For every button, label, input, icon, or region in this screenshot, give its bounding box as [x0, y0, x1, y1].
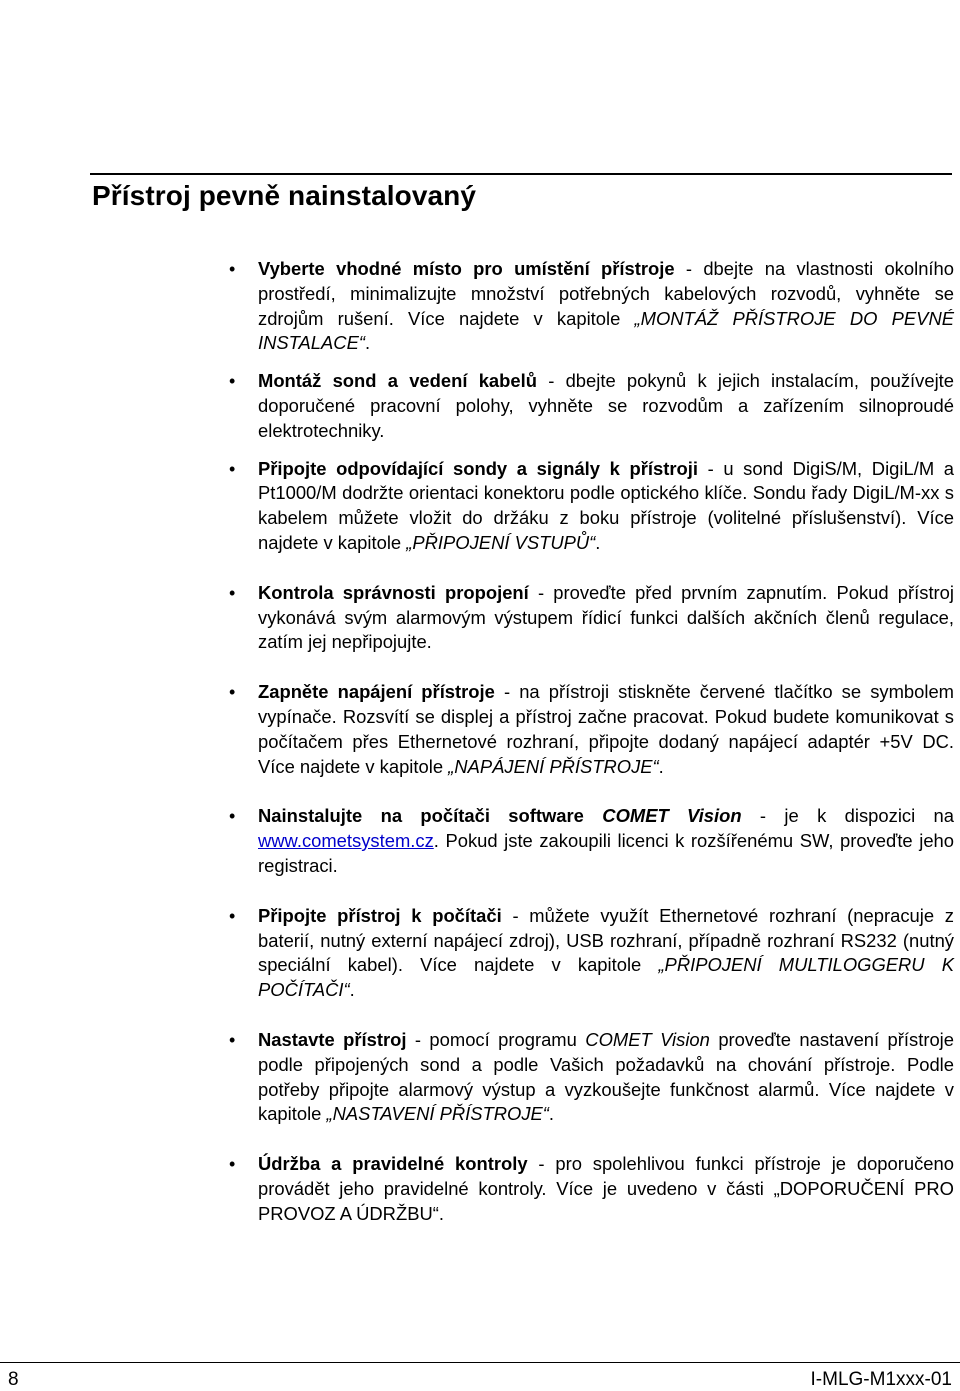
item-lead: Vyberte vhodné místo pro umístění přístroje [258, 258, 675, 279]
item-text: - na přístroji stiskněte červené tlačítko se symbolem vypínače. Rozsvítí se displej a přístroj začne pracovat. Pokud budete komunikovat s počítačem přes Ethernetové rozhraní, připojte dodaný napájecí adaptér +5V DC. Více najdete v kapitole [258, 681, 954, 777]
item-lead: Připojte odpovídající sondy a signály k přístroji [258, 457, 698, 479]
page-title: Přístroj pevně nainstalovaný [92, 180, 477, 211]
item-tail: . [548, 1103, 555, 1125]
top-rule [90, 173, 952, 175]
bullet-icon: • [229, 1154, 236, 1175]
item-text-2: proveďte nastavení přístroje podle připojených sond a podle Vašich požadavků na chování přístroje. Podle potřeby připojte alarmový výstup a vyzkoušejte funkčnost alarmů. Více najdete v kapitole [258, 1028, 954, 1125]
list-item [229, 369, 954, 443]
chapter-reference: „NAPÁJENÍ PŘÍSTROJE“ [448, 755, 659, 777]
bullet-icon: • [229, 458, 236, 479]
list-item [229, 257, 954, 356]
list-item [229, 1028, 954, 1127]
item-text: - je k dispozici na [741, 805, 955, 827]
chapter-reference: „NASTAVENÍ PŘÍSTROJE“ [326, 1103, 549, 1125]
page-number: 8 [8, 1369, 19, 1390]
footer-rule [0, 1362, 960, 1363]
item-text: - pro spolehlivou funkci přístroje je doporučeno provádět jeho pravidelné kontroly. Více je uvedeno v části „DOPORUČENÍ PRO PROVOZ A ÚDRŽBU“. [258, 1153, 954, 1224]
item-lead: Nastavte přístroj [258, 1028, 407, 1050]
website-link[interactable]: www.cometsystem.cz [258, 830, 434, 852]
item-text-2: . Pokud jste zakoupili licenci k rozšířenému SW, proveďte jeho registraci. [258, 830, 954, 876]
item-tail: . [364, 332, 371, 354]
bullet-icon: • [229, 1029, 236, 1050]
item-text: - proveďte před prvním zapnutím. Pokud přístroj vykonává svým alarmovým výstupem řídicí funkci dalších akčních členů regulace, zatím jej nepřipojujte. [258, 581, 954, 653]
item-text: - dbejte na vlastnosti okolního prostředí, minimalizujte množství potřebných kabelových rozvodů, vyhněte se zdrojům rušení. Více najdete v kapitole [258, 258, 954, 329]
list-item [229, 904, 954, 1003]
bullet-icon: • [229, 682, 236, 703]
item-lead: Údržba a pravidelné kontroly [258, 1153, 528, 1175]
list-item [229, 1152, 954, 1226]
item-tail: . [349, 979, 355, 1001]
item-text: - dbejte pokynů k jejich instalacím, používejte doporučené pracovní polohy, vyhněte se rozvodům a zařízením silnoproudé elektrotechniky. [258, 370, 954, 441]
item-lead: Kontrola správnosti propojení [258, 581, 529, 603]
list-item [229, 581, 954, 655]
list-item [229, 804, 955, 878]
document-code: I-MLG-M1xxx-01 [810, 1369, 952, 1390]
bullet-icon: • [229, 371, 236, 392]
chapter-reference: „MONTÁŽ PŘÍSTROJE DO PEVNÉ INSTALACE“ [258, 307, 954, 354]
item-text: - můžete využít Ethernetové rozhraní (nepracuje z baterií, nutný externí napájecí zdroj), USB rozhraní, případně rozhraní RS232 (nutný speciální kabel). Více najdete v kapitole [258, 904, 954, 976]
item-lead: Zapněte napájení přístroje [258, 681, 495, 703]
bullet-icon: • [229, 582, 236, 603]
software-name: COMET Vision [585, 1028, 710, 1050]
instruction-list [229, 257, 955, 1240]
bullet-icon: • [229, 259, 236, 279]
item-text: - pomocí programu [406, 1028, 586, 1050]
chapter-reference: „PŘIPOJENÍ VSTUPŮ“ [406, 531, 596, 553]
bullet-icon: • [229, 806, 236, 827]
software-name: COMET Vision [583, 805, 742, 827]
item-tail: . [595, 531, 601, 553]
item-lead: Nainstalujte na počítači software [258, 805, 584, 827]
list-item [229, 680, 954, 779]
item-tail: . [658, 755, 664, 777]
bullet-icon: • [229, 905, 236, 926]
list-item [229, 457, 954, 556]
chapter-reference: „PŘIPOJENÍ MULTILOGGERU K POČÍTAČI“ [258, 954, 954, 1001]
item-lead: Montáž sond a vedení kabelů [258, 370, 537, 392]
item-lead: Připojte přístroj k počítači [258, 904, 502, 926]
item-text: - u sond DigiS/M, DigiL/M a Pt1000/M dodržte orientaci konektoru podle optického klíče. Sondu řady DigiL/M-xx s kabelem můžete vložit do držáku z boku přístroje (volitelné příslušenství). Více najdete v kapitole [258, 457, 954, 553]
